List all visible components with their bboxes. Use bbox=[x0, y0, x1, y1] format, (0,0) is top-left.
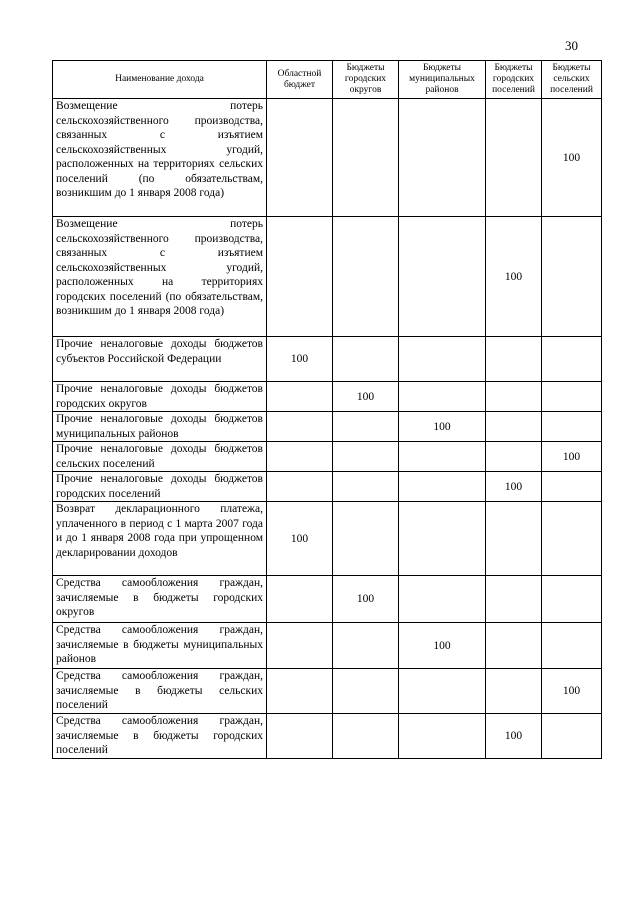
urban-settlement-cell bbox=[486, 442, 542, 472]
urban-settlement-cell bbox=[486, 412, 542, 442]
urban-settlement-cell: 100 bbox=[486, 714, 542, 759]
rural-settlement-cell: 100 bbox=[542, 442, 602, 472]
table-row bbox=[53, 382, 602, 412]
city-district-cell bbox=[333, 714, 399, 759]
header-regional-budget: Областной бюджет bbox=[267, 61, 333, 99]
city-district-cell bbox=[333, 502, 399, 576]
urban-settlement-cell bbox=[486, 502, 542, 576]
regional-budget-cell bbox=[267, 442, 333, 472]
urban-settlement-cell bbox=[486, 623, 542, 669]
municipal-district-cell bbox=[399, 472, 486, 502]
municipal-district-cell: 100 bbox=[399, 623, 486, 669]
regional-budget-cell bbox=[267, 382, 333, 412]
revenue-name-cell: Прочие неналоговые доходы бюджетов сельских поселений bbox=[53, 442, 267, 472]
revenue-name-cell: Прочие неналоговые доходы бюджетов субъектов Российской Федерации bbox=[53, 337, 267, 382]
rural-settlement-cell bbox=[542, 502, 602, 576]
city-district-cell bbox=[333, 472, 399, 502]
city-district-cell bbox=[333, 99, 399, 217]
regional-budget-cell bbox=[267, 576, 333, 623]
revenue-name-cell: Возврат декларационного платежа, уплаченного в период с 1 марта 2007 года и до 1 января 2008 года при упрощенном декларировании доходов bbox=[53, 502, 267, 576]
rural-settlement-cell bbox=[542, 217, 602, 337]
urban-settlement-cell bbox=[486, 382, 542, 412]
rural-settlement-cell bbox=[542, 337, 602, 382]
table-row bbox=[53, 502, 602, 576]
municipal-district-cell bbox=[399, 99, 486, 217]
rural-settlement-cell: 100 bbox=[542, 99, 602, 217]
municipal-district-cell bbox=[399, 502, 486, 576]
header-urban-settlement-budgets: Бюджеты городских поселений bbox=[486, 61, 542, 99]
rural-settlement-cell bbox=[542, 472, 602, 502]
rural-settlement-cell bbox=[542, 576, 602, 623]
municipal-district-cell bbox=[399, 217, 486, 337]
rural-settlement-cell: 100 bbox=[542, 669, 602, 714]
city-district-cell: 100 bbox=[333, 576, 399, 623]
header-rural-settlement-budgets: Бюджеты сельских поселений bbox=[542, 61, 602, 99]
revenue-name-cell: Средства самообложения граждан, зачисляемые в бюджеты городских поселений bbox=[53, 714, 267, 759]
municipal-district-cell bbox=[399, 669, 486, 714]
city-district-cell bbox=[333, 337, 399, 382]
municipal-district-cell bbox=[399, 576, 486, 623]
regional-budget-cell bbox=[267, 669, 333, 714]
municipal-district-cell: 100 bbox=[399, 412, 486, 442]
regional-budget-cell bbox=[267, 714, 333, 759]
regional-budget-cell bbox=[267, 472, 333, 502]
regional-budget-cell bbox=[267, 99, 333, 217]
urban-settlement-cell bbox=[486, 576, 542, 623]
table-row bbox=[53, 217, 602, 337]
table-header-row bbox=[53, 61, 602, 99]
urban-settlement-cell: 100 bbox=[486, 472, 542, 502]
urban-settlement-cell: 100 bbox=[486, 217, 542, 337]
regional-budget-cell bbox=[267, 217, 333, 337]
table-row bbox=[53, 669, 602, 714]
revenue-name-cell: Средства самообложения граждан, зачисляемые в бюджеты сельских поселений bbox=[53, 669, 267, 714]
city-district-cell bbox=[333, 442, 399, 472]
city-district-cell bbox=[333, 669, 399, 714]
table-row bbox=[53, 472, 602, 502]
rural-settlement-cell bbox=[542, 623, 602, 669]
rural-settlement-cell bbox=[542, 412, 602, 442]
municipal-district-cell bbox=[399, 442, 486, 472]
revenue-name-cell: Возмещение потерь сельскохозяйственного производства, связанных с изъятием сельскохозяйственных угодий, расположенных на территориях городских поселений (по обязательствам, возникшим до 1 января 2008 года) bbox=[53, 217, 267, 337]
header-city-district-budgets: Бюджеты городских округов bbox=[333, 61, 399, 99]
urban-settlement-cell bbox=[486, 669, 542, 714]
revenue-name-cell: Средства самообложения граждан, зачисляемые в бюджеты муниципальных районов bbox=[53, 623, 267, 669]
header-revenue-name: Наименование дохода bbox=[53, 61, 267, 99]
table-row bbox=[53, 99, 602, 217]
revenue-name-cell: Прочие неналоговые доходы бюджетов муниципальных районов bbox=[53, 412, 267, 442]
urban-settlement-cell bbox=[486, 337, 542, 382]
city-district-cell: 100 bbox=[333, 382, 399, 412]
page-number: 30 bbox=[565, 38, 578, 53]
regional-budget-cell bbox=[267, 412, 333, 442]
rural-settlement-cell bbox=[542, 714, 602, 759]
revenue-name-cell: Возмещение потерь сельскохозяйственного производства, связанных с изъятием сельскохозяйственных угодий, расположенных на территориях сельских поселений (по обязательствам, возникшим до 1 января 2008 года) bbox=[53, 99, 267, 217]
table-row bbox=[53, 576, 602, 623]
revenue-name-cell: Средства самообложения граждан, зачисляемые в бюджеты городских округов bbox=[53, 576, 267, 623]
regional-budget-cell: 100 bbox=[267, 502, 333, 576]
regional-budget-cell: 100 bbox=[267, 337, 333, 382]
table-row bbox=[53, 412, 602, 442]
municipal-district-cell bbox=[399, 382, 486, 412]
table-row bbox=[53, 623, 602, 669]
table-row bbox=[53, 337, 602, 382]
city-district-cell bbox=[333, 623, 399, 669]
table-row bbox=[53, 442, 602, 472]
rural-settlement-cell bbox=[542, 382, 602, 412]
header-municipal-district-budgets: Бюджеты муниципальных районов bbox=[399, 61, 486, 99]
municipal-district-cell bbox=[399, 337, 486, 382]
revenue-distribution-table bbox=[52, 60, 602, 759]
regional-budget-cell bbox=[267, 623, 333, 669]
city-district-cell bbox=[333, 412, 399, 442]
revenue-name-cell: Прочие неналоговые доходы бюджетов городских поселений bbox=[53, 472, 267, 502]
city-district-cell bbox=[333, 217, 399, 337]
urban-settlement-cell bbox=[486, 99, 542, 217]
municipal-district-cell bbox=[399, 714, 486, 759]
table-row bbox=[53, 714, 602, 759]
revenue-name-cell: Прочие неналоговые доходы бюджетов городских округов bbox=[53, 382, 267, 412]
